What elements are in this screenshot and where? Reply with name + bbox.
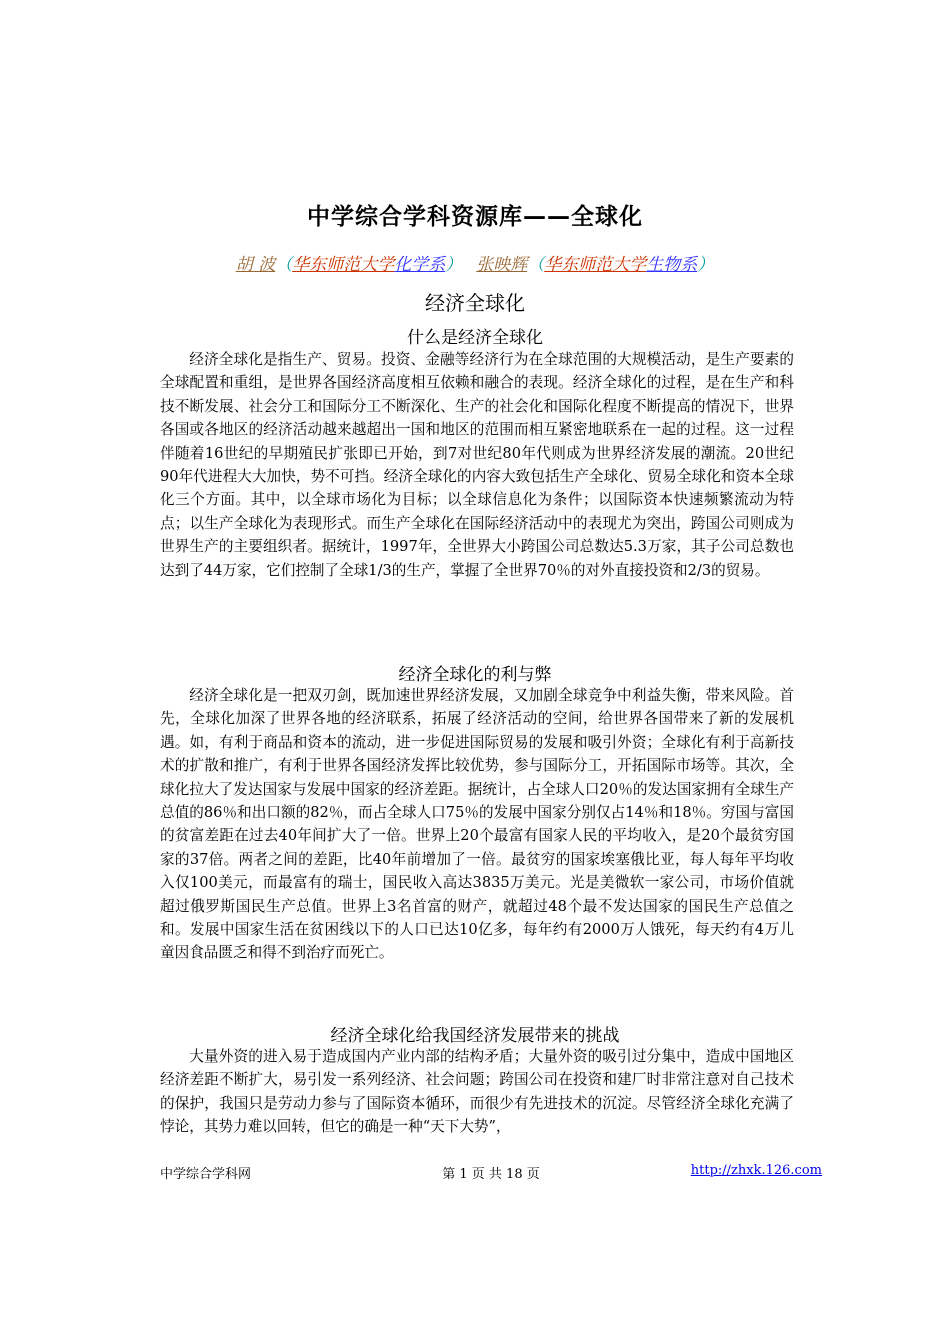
subsection-heading-1: 什么是经济全球化 [407,328,543,348]
subsection-heading-3: 经济全球化给我国经济发展带来的挑战 [330,1026,620,1046]
close-paren-1: ） [445,255,463,275]
author-department-1[interactable]: 化学系 [394,255,446,275]
section-title: 经济全球化 [425,291,525,315]
footer-site-name: 中学综合学科网 [160,1167,252,1182]
author-department-2[interactable]: 生物系 [646,255,698,275]
footer-url-link[interactable]: http://zhxk.126.com [690,1163,822,1178]
author-line [0,250,950,275]
paragraph-2: 经济全球化是一把双刃剑，既加速世界经济发展，又加剧全球竞争中利益失衡，带来风险。首先，全球化加深了世界各地的经济联系，拓展了经济活动的空间，给世界各国带来了新的发展机遇。如，有利于商品和资本的流动，进一步促进国际贸易的发展和吸引外资；全球化有利于高新技术的扩散和推广，有利于世界各国经济发挥比较优势，参与国际分工，开拓国际市场等。其次，全球化拉大了发达国家与发展中国家的经济差距。据统计，占全球人口20％的发达国家拥有全球生产总值的86％和出口额的82％，而占全球人口75％的发展中国家分别仅占14％和18％。穷国与富国的贫富差距在过去40年间扩大了一倍。世界上20个最富有国家人民的平均收入，是20个最贫穷国家的37倍。两者之间的差距，比40年前增加了一倍。最贫穷的国家埃塞俄比亚，每人每年平均收入仅100美元，而最富有的瑞士，国民收入高达3835万美元。光是美微软一家公司，市场价值就超过俄罗斯国民生产总值。世界上3名首富的财产，就超过48个最不发达国家的国民生产总值之和。发展中国家生活在贫困线以下的人口已达10亿多，每年约有2000万人饿死，每天约有4万儿童因食品匮乏和得不到治疗而死亡。 [160,687,794,962]
document-title: 中学综合学科资源库——全球化 [307,204,643,230]
author-name-2[interactable]: 张映辉 [476,255,528,275]
open-paren-2: （ [527,255,545,275]
author-name-1[interactable]: 胡 波 [235,255,276,275]
page-footer [160,1163,822,1183]
author-university-1[interactable]: 华东师范大学 [292,255,395,275]
subsection-heading-2: 经济全球化的利与弊 [398,665,552,685]
paragraph-1: 经济全球化是指生产、贸易。投资、金融等经济行为在全球范围的大规模活动，是生产要素的全球配置和重组，是世界各国经济高度相互依赖和融合的表现。经济全球化的过程，是在生产和科技不断发展、社会分工和国际分工不断深化、生产的社会化和国际化程度不断提高的情况下，世界各国或各地区的经济活动越来越超出一国和地区的范围而相互紧密地联系在一起的过程。这一过程伴随着16世纪的早期殖民扩张即已开始，到7对世纪80年代则成为世界经济发展的潮流。20世纪90年代进程大大加快，势不可挡。经济全球化的内容大致包括生产全球化、贸易全球化和资本全球化三个方面。其中，以全球市场化为目标；以全球信息化为条件；以国际资本快速频繁流动为特点；以生产全球化为表现形式。而生产全球化在国际经济活动中的表现尤为突出，跨国公司则成为世界生产的主要组织者。据统计，1997年，全世界大小跨国公司总数达5.3万家，其子公司总数也达到了44万家，它们控制了全球1/3的生产，掌握了全世界70％的对外直接投资和2/3的贸易。 [160,351,794,579]
footer-page-number: 第 1 页 共 18 页 [442,1167,540,1182]
open-paren-1: （ [275,255,293,275]
close-paren-2: ） [697,255,715,275]
paragraph-3: 大量外资的进入易于造成国内产业内部的结构矛盾；大量外资的吸引过分集中，造成中国地区经济差距不断扩大，易引发一系列经济、社会问题；跨国公司在投资和建厂时非常注意对自己技术的保护，我国只是劳动力参与了国际资本循环，而很少有先进技术的沉淀。尽管经济全球化充满了悖论，其势力难以回转，但它的确是一种“天下大势”， [160,1048,794,1136]
author-university-2[interactable]: 华东师范大学 [544,255,647,275]
